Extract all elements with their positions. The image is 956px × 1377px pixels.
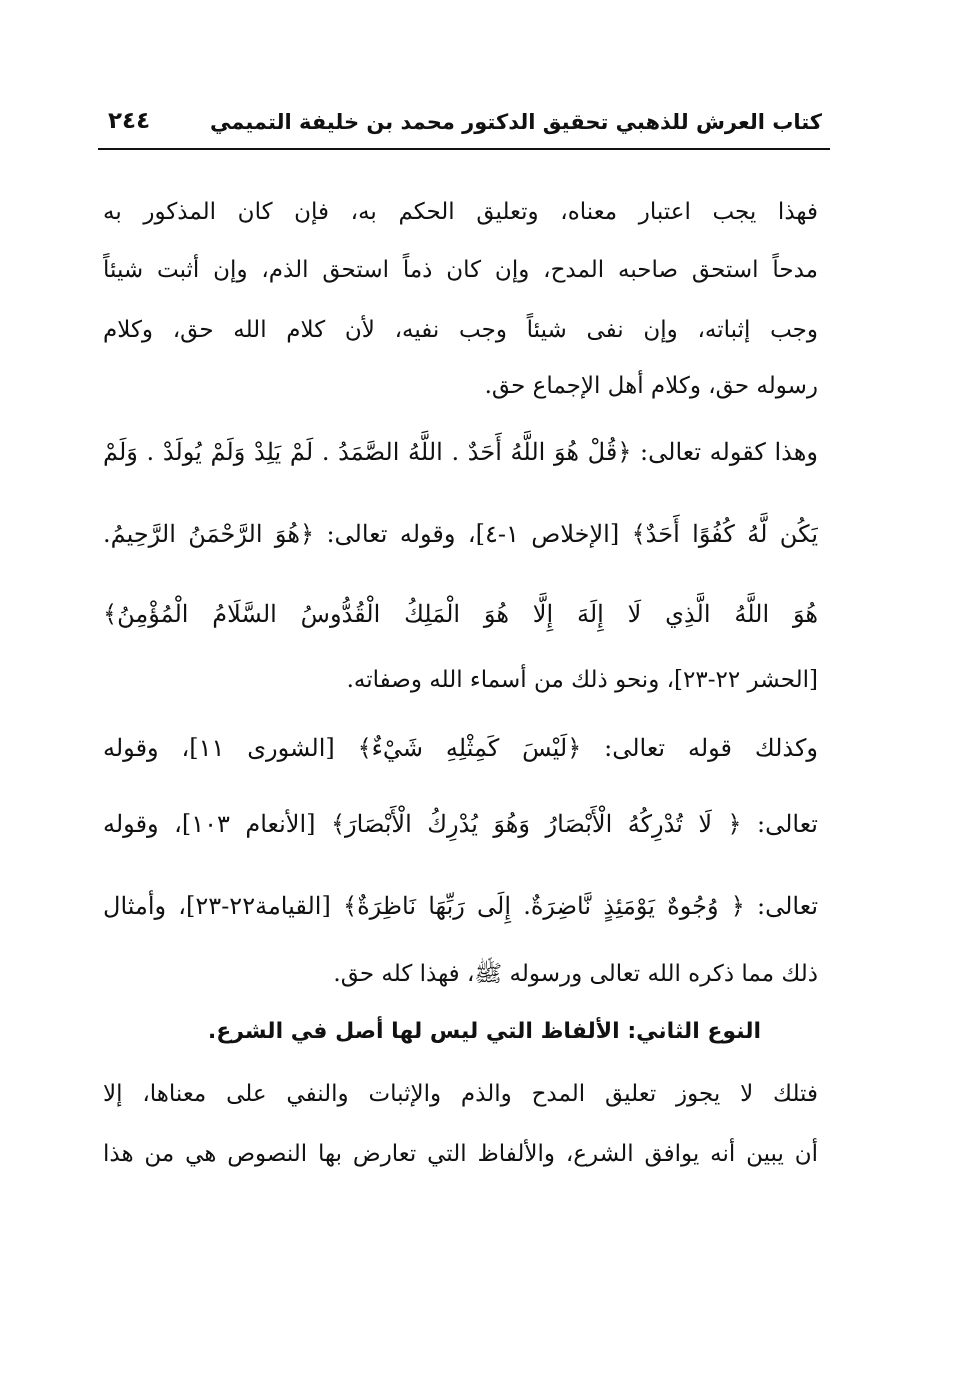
text-line: وكذلك قوله تعالى: ﴿لَيْسَ كَمِثْلِهِ شَيْءٌ﴾ [الشورى ١١]، وقوله [103,734,818,762]
text-line: فهذا يجب اعتبار معناه، وتعليق الحكم به، فإن كان المذكور به [103,199,818,225]
text-line: فتلك لا يجوز تعليق المدح والذم والإثبات والنفي على معناها، إلا [103,1081,818,1107]
text-line: أن يبين أنه يوافق الشرع، والألفاظ التي تعارض بها النصوص هي من هذا [103,1141,818,1167]
text-line: تعالى: ﴿ وُجُوهٌ يَوْمَئِذٍ نَّاضِرَةٌ. إِلَى رَبِّهَا نَاظِرَةٌ﴾ [القيامة٢٢-٢٣]، وأمثال [103,892,818,920]
text-line: رسوله حق، وكلام أهل الإجماع حق. [484,373,818,399]
page-number: ٢٤٤ [108,108,151,134]
running-title: كتاب العرش للذهبي تحقيق الدكتور محمد بن خليفة التميمي [210,110,822,134]
text-line: مدحاً استحق صاحبه المدح، وإن كان ذماً استحق الذم، وإن أثبت شيئاً [103,257,818,283]
text-line: وهذا كقوله تعالى: ﴿قُلْ هُوَ اللَّهُ أَحَدٌ . اللَّهُ الصَّمَدُ . لَمْ يَلِدْ وَلَمْ يُولَدْ . وَلَمْ [103,438,818,466]
section-heading: النوع الثاني: الألفاظ التي ليس لها أصل في الشرع. [207,1019,761,1044]
text-line: هُوَ اللَّهُ الَّذِي لَا إِلَهَ إِلَّا هُوَ الْمَلِكُ الْقُدُّوسُ السَّلَامُ الْمُؤْمِنُ﴾ [103,600,818,628]
text-line: يَكُن لَّهُ كُفُوًا أَحَدٌ﴾ [الإخلاص ١-٤]، وقوله تعالى: ﴿هُوَ الرَّحْمَنُ الرَّحِيمُ. [103,520,818,548]
text-line: وجب إثباته، وإن نفى شيئاً وجب نفيه، لأن كلام الله حق، وكلام [103,317,818,343]
page-header [98,96,830,150]
text-line: ذلك مما ذكره الله تعالى ورسوله ﷺ، فهذا كله حق. [333,961,818,987]
text-line: [الحشر ٢٢-٢٣]، ونحو ذلك من أسماء الله وصفاته. [346,667,818,693]
text-line: تعالى: ﴿ لَا تُدْرِكُهُ الْأَبْصَارُ وَهُوَ يُدْرِكُ الْأَبْصَارَ﴾ [الأنعام ١٠٣]، وقوله [103,810,818,838]
